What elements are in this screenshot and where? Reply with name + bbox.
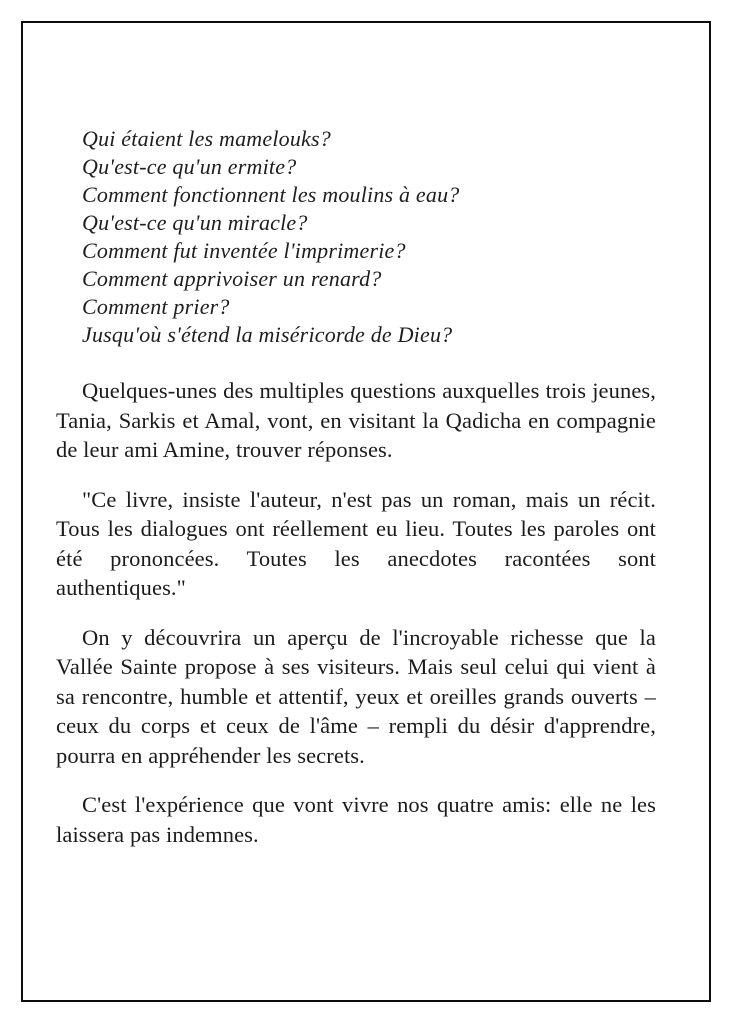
paragraph-conclusion: C'est l'expérience que vont vivre nos quatre amis: elle ne les laissera pas indemnes.	[56, 792, 656, 847]
page-border-frame	[21, 21, 711, 1002]
question-line: Qui étaient les mamelouks?	[82, 126, 331, 151]
body-text-block	[56, 376, 656, 849]
question-line: Comment fonctionnent les moulins à eau?	[82, 182, 460, 207]
question-line: Comment fut inventée l'imprimerie?	[82, 238, 406, 263]
paragraph-author-quote: "Ce livre, insiste l'auteur, n'est pas un roman, mais un récit. Tous les dialogues ont réellement eu lieu. Toutes les paroles ont été prononcées. Toutes les anecdotes racontées sont authentiques."	[56, 486, 656, 600]
page-content	[56, 125, 656, 869]
questions-block	[82, 125, 656, 349]
paragraph-intro: Quelques-unes des multiples questions auxquelles trois jeunes, Tania, Sarkis et Amal, vont, en visitant la Qadicha en compagnie de leur ami Amine, trouver réponses.	[56, 378, 656, 462]
paragraph-valley-description: On y découvrira un aperçu de l'incroyable richesse que la Vallée Sainte propose à ses visiteurs. Mais seul celui qui vient à sa rencontre, humble et attentif, yeux et oreilles grands ouverts – ceux du corps et ceux de l'âme – rempli du désir d'apprendre, pourra en appréhender les secrets.	[56, 624, 656, 768]
question-line: Jusqu'où s'étend la miséricorde de Dieu?	[82, 322, 453, 347]
question-line: Qu'est-ce qu'un miracle?	[82, 210, 308, 235]
question-line: Qu'est-ce qu'un ermite?	[82, 154, 297, 179]
question-line: Comment prier?	[82, 294, 230, 319]
question-line: Comment apprivoiser un renard?	[82, 266, 382, 291]
